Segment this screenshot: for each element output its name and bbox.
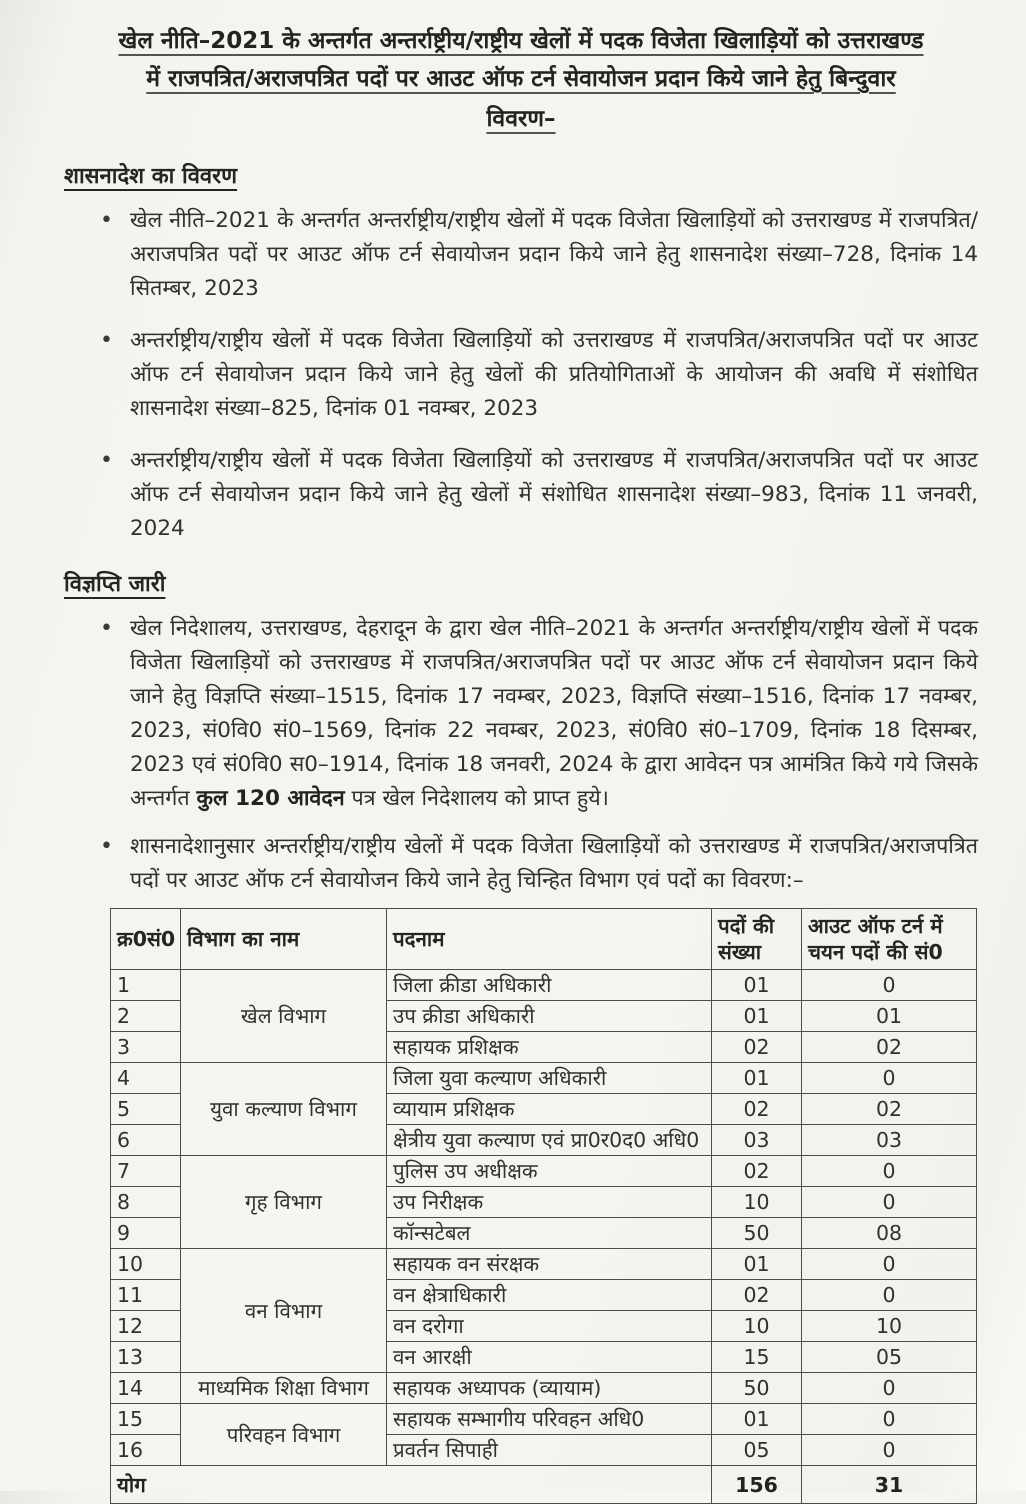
cell-post: वन क्षेत्राधिकारी [387,1280,712,1311]
cell-serial: 12 [111,1311,181,1342]
cell-post: सहायक सम्भागीय परिवहन अधि0 [387,1404,712,1435]
cell-post: सहायक अध्यापक (व्यायाम) [387,1373,712,1404]
title-line-1: खेल नीति–2021 के अन्तर्गत अन्तर्राष्ट्रीय/राष्ट्रीय खेलों में पदक विजेता खिलाड़ियों को उत्तराखण्ड [118,28,924,54]
cell-posts-count: 02 [712,1032,802,1063]
cell-post: प्रवर्तन सिपाही [387,1435,712,1466]
cell-serial: 1 [111,970,181,1001]
cell-post: वन दरोगा [387,1311,712,1342]
total-selected-count: 31 [802,1466,977,1504]
cell-serial: 16 [111,1435,181,1466]
cell-posts-count: 02 [712,1094,802,1125]
total-applications-count: कुल 120 आवेदन [196,786,345,811]
departments-posts-table [110,908,977,1504]
bullet-text-pre: खेल निदेशालय, उत्तराखण्ड, देहरादून के द्वारा खेल नीति–2021 के अन्तर्गत अन्तर्राष्ट्रीय/राष्ट्रीय खेलों में पदक विजेता खिलाड़ियों को उत्तराखण्ड में राजपत्रित/अराजपत्रित पदों पर आउट ऑफ टर्न सेवायोजन प्रदान किये जाने हेतु विज्ञप्ति संख्या–1515, दिनांक 17 नवम्बर, 2023, विज्ञप्ति संख्या–1516, दिनांक 17 नवम्बर, 2023, सं0वि0 सं0–1569, दिनांक 22 नवम्बर, 2023, सं0वि0 सं0–1709, दिनांक 18 दिसम्बर, 2023 एवं सं0वि0 स0–1914, दिनांक 18 जनवरी, 2024 के द्वारा आवेदन पत्र आमंत्रित किये गये जिसके अन्तर्गत [130,616,978,811]
cell-post: जिला क्रीडा अधिकारी [387,970,712,1001]
bullet-text: अन्तर्राष्ट्रीय/राष्ट्रीय खेलों में पदक विजेता खिलाड़ियों को उत्तराखण्ड में राजपत्रित/अराजपत्रित पदों पर आउट ऑफ टर्न सेवायोजन प्रदान किये जाने हेतु खेलों की प्रतियोगिताओं के आयोजन की अवधि में संशोधित शासनादेश संख्या–825, दिनांक 01 नवम्बर, 2023 [130,328,978,421]
notifications-bullet-list [64,612,978,898]
cell-post: जिला युवा कल्याण अधिकारी [387,1063,712,1094]
title-vivaran-label: विवरण– [486,106,556,132]
cell-department: परिवहन विभाग [181,1404,387,1466]
table-row [111,1156,977,1187]
table-row [111,1249,977,1280]
document-title [64,22,978,138]
cell-serial: 5 [111,1094,181,1125]
cell-selected-count: 0 [802,1249,977,1280]
cell-serial: 14 [111,1373,181,1404]
cell-selected-count: 02 [802,1094,977,1125]
cell-department: खेल विभाग [181,970,387,1063]
table-row [111,1373,977,1404]
bullet-text: अन्तर्राष्ट्रीय/राष्ट्रीय खेलों में पदक विजेता खिलाड़ियों को उत्तराखण्ड में राजपत्रित/अराजपत्रित पदों पर आउट ऑफ टर्न सेवायोजन प्रदान किये जाने हेतु खेलों में संशोधित शासनादेश संख्या–983, दिनांक 11 जनवरी, 2024 [130,448,978,541]
cell-posts-count: 02 [712,1280,802,1311]
cell-serial: 15 [111,1404,181,1435]
cell-posts-count: 01 [712,1063,802,1094]
column-header-posts-count: पदों की संख्या [712,909,802,970]
bullet-gov-order-825 [64,324,978,426]
cell-selected-count: 08 [802,1218,977,1249]
bullet-text: शासनादेशानुसार अन्तर्राष्ट्रीय/राष्ट्रीय खेलों में पदक विजेता खिलाड़ियों को उत्तराखण्ड में राजपत्रित/अराजपत्रित पदों पर आउट ऑफ टर्न सेवायोजन किये जाने हेतु चिन्हित विभाग एवं पदों का विवरण:– [130,834,978,893]
cell-selected-count: 0 [802,970,977,1001]
cell-selected-count: 01 [802,1001,977,1032]
bullet-gov-order-983 [64,444,978,546]
title-line-3 [64,100,978,138]
cell-posts-count: 01 [712,1001,802,1032]
cell-selected-count: 0 [802,1063,977,1094]
column-header-out-of-turn: आउट ऑफ टर्न में चयन पदों की सं0 [802,909,977,970]
cell-selected-count: 03 [802,1125,977,1156]
table-row [111,1063,977,1094]
table-row [111,970,977,1001]
total-posts-count: 156 [712,1466,802,1504]
cell-serial: 3 [111,1032,181,1063]
cell-selected-count: 05 [802,1342,977,1373]
cell-post: उप निरीक्षक [387,1187,712,1218]
cell-posts-count: 15 [712,1342,802,1373]
cell-serial: 13 [111,1342,181,1373]
total-label: योग [111,1466,712,1504]
cell-posts-count: 50 [712,1373,802,1404]
cell-post: कॉन्सटेबल [387,1218,712,1249]
cell-posts-count: 02 [712,1156,802,1187]
table-row [111,1404,977,1435]
cell-selected-count: 0 [802,1404,977,1435]
cell-selected-count: 10 [802,1311,977,1342]
gov-orders-bullet-list [64,204,978,546]
cell-posts-count: 01 [712,1404,802,1435]
cell-selected-count: 0 [802,1280,977,1311]
cell-posts-count: 10 [712,1311,802,1342]
cell-department: युवा कल्याण विभाग [181,1063,387,1156]
column-header-department: विभाग का नाम [181,909,387,970]
cell-serial: 8 [111,1187,181,1218]
bullet-applications-received [64,612,978,816]
cell-post: पुलिस उप अधीक्षक [387,1156,712,1187]
cell-posts-count: 01 [712,1249,802,1280]
table-body [111,970,977,1504]
section-heading-gov-orders: शासनादेश का विवरण [64,164,238,189]
cell-selected-count: 0 [802,1435,977,1466]
cell-selected-count: 02 [802,1032,977,1063]
cell-serial: 6 [111,1125,181,1156]
cell-posts-count: 10 [712,1187,802,1218]
table-total-row [111,1466,977,1504]
bullet-gov-order-728 [64,204,978,306]
cell-posts-count: 03 [712,1125,802,1156]
cell-selected-count: 0 [802,1156,977,1187]
cell-post: वन आरक्षी [387,1342,712,1373]
cell-department: वन विभाग [181,1249,387,1373]
cell-serial: 11 [111,1280,181,1311]
table-header [111,909,977,970]
cell-department: गृह विभाग [181,1156,387,1249]
column-header-serial: क्र0सं0 [111,909,181,970]
cell-post: सहायक प्रशिक्षक [387,1032,712,1063]
cell-selected-count: 0 [802,1373,977,1404]
cell-post: व्यायाम प्रशिक्षक [387,1094,712,1125]
section-heading-notifications: विज्ञप्ति जारी [64,572,166,597]
cell-serial: 9 [111,1218,181,1249]
cell-posts-count: 05 [712,1435,802,1466]
cell-post: उप क्रीडा अधिकारी [387,1001,712,1032]
cell-serial: 7 [111,1156,181,1187]
table-header-row [111,909,977,970]
cell-serial: 2 [111,1001,181,1032]
cell-post: सहायक वन संरक्षक [387,1249,712,1280]
cell-serial: 4 [111,1063,181,1094]
bullet-text-post: पत्र खेल निदेशालय को प्राप्त हुये। [344,786,609,811]
cell-department: माध्यमिक शिक्षा विभाग [181,1373,387,1404]
cell-selected-count: 0 [802,1187,977,1218]
cell-post: क्षेत्रीय युवा कल्याण एवं प्रा0र0द0 अधि0 [387,1125,712,1156]
cell-serial: 10 [111,1249,181,1280]
column-header-post-name: पदनाम [387,909,712,970]
cell-posts-count: 01 [712,970,802,1001]
title-line-2: में राजपत्रित/अराजपत्रित पदों पर आउट ऑफ टर्न सेवायोजन प्रदान किये जाने हेतु बिन्दुवार [146,66,896,92]
bullet-table-intro [64,830,978,898]
cell-posts-count: 50 [712,1218,802,1249]
bullet-text: खेल नीति–2021 के अन्तर्गत अन्तर्राष्ट्रीय/राष्ट्रीय खेलों में पदक विजेता खिलाड़ियों को उत्तराखण्ड में राजपत्रित/अराजपत्रित पदों पर आउट ऑफ टर्न सेवायोजन प्रदान किये जाने हेतु शासनादेश संख्या–728, दिनांक 14 सितम्बर, 2023 [130,208,978,301]
